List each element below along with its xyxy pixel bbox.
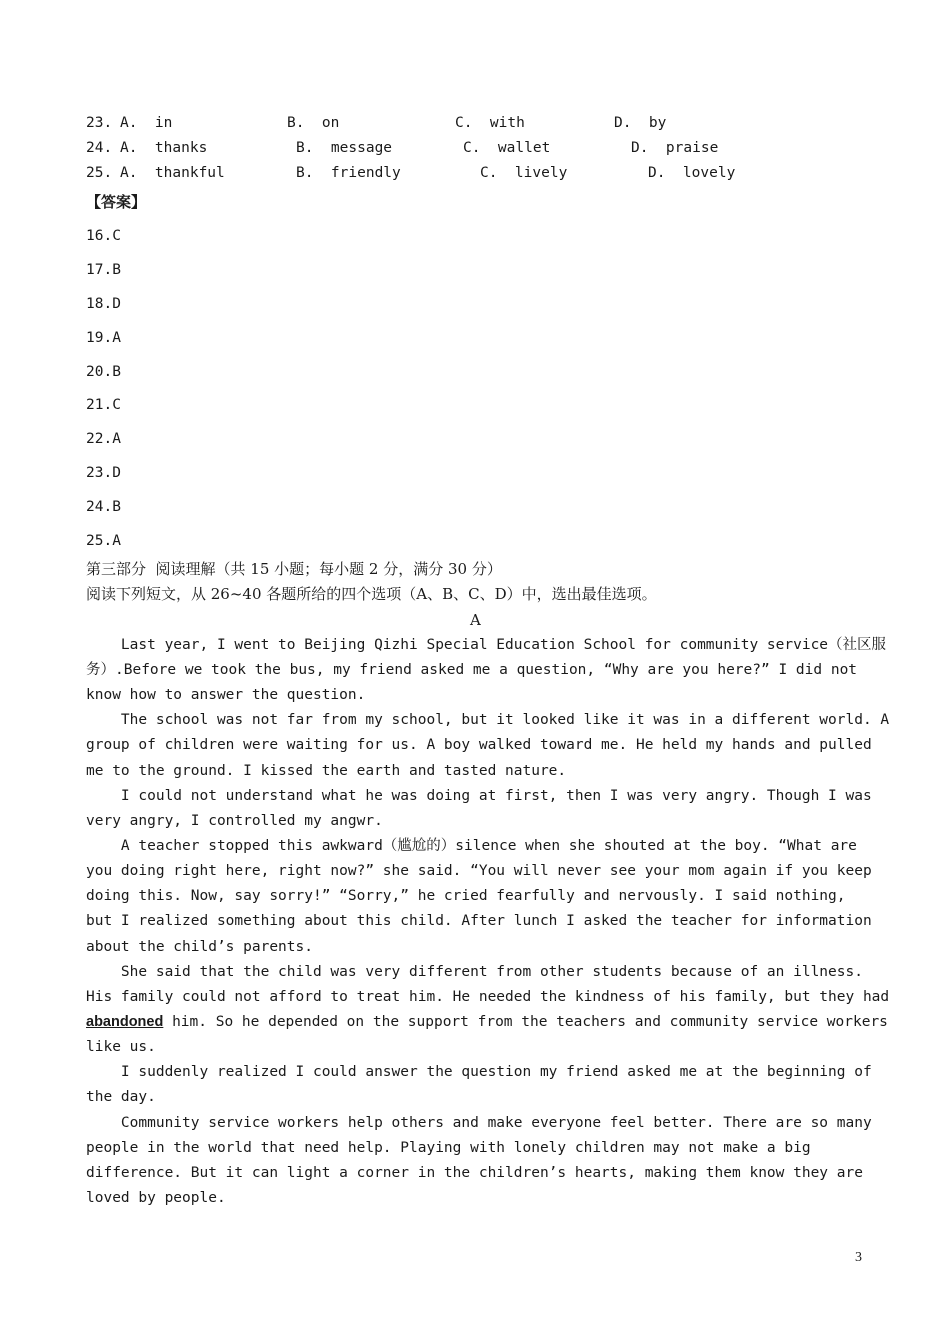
- option-a: A. in: [120, 115, 173, 131]
- passage-line: I could not understand what he was doing at first, then I was very angry. Though I was: [86, 788, 872, 804]
- option-b: B. on: [287, 115, 340, 131]
- option-d: D. by: [614, 115, 667, 131]
- passage-line: [86, 1013, 888, 1031]
- passage-line: She said that the child was very different from other students because of an illness.: [86, 964, 863, 980]
- passage-line: A teacher stopped this awkward（尴尬的）silence when she shouted at the boy. “What are: [86, 838, 857, 854]
- option-a: A. thankful: [120, 165, 225, 181]
- passage-line: you doing right here, right now?” she said. “You will never see your mom again if you keep: [86, 863, 872, 879]
- answer-item: 25.A: [86, 533, 121, 549]
- answer-item: 22.A: [86, 431, 121, 447]
- underlined-word: abandoned: [86, 1014, 164, 1030]
- option-b: B. friendly: [296, 165, 401, 181]
- passage-label: A: [470, 611, 481, 629]
- section-instruction: 阅读下列短文，从 26~40 各题所给的四个选项（A、B、C、D）中，选出最佳选项。: [86, 585, 657, 603]
- question-number: 24.: [86, 140, 113, 156]
- option-a: A. thanks: [120, 140, 208, 156]
- passage-line: know how to answer the question.: [86, 687, 366, 703]
- passage-line: 务）.Before we took the bus, my friend asked me a question, “Why are you here?” I did not: [86, 662, 858, 678]
- answer-item: 17.B: [86, 262, 121, 278]
- question-number: 25.: [86, 165, 113, 181]
- question-number: 23.: [86, 115, 113, 131]
- option-c: C. with: [455, 115, 525, 131]
- passage-line: very angry, I controlled my angwr.: [86, 813, 383, 829]
- answer-item: 19.A: [86, 330, 121, 346]
- answer-item: 23.D: [86, 465, 121, 481]
- option-b: B. message: [296, 140, 393, 156]
- answer-heading: 【答案】: [86, 193, 147, 211]
- answer-item: 24.B: [86, 499, 121, 515]
- answer-item: 20.B: [86, 364, 121, 380]
- option-d: D. lovely: [648, 165, 736, 181]
- section-title: 第三部分 阅读理解（共 15 小题；每小题 2 分，满分 30 分）: [86, 560, 502, 578]
- passage-line: the day.: [86, 1089, 156, 1105]
- passage-line: Last year, I went to Beijing Qizhi Special Education School for community service（社区服: [86, 637, 887, 653]
- passage-line: The school was not far from my school, but it looked like it was in a different world. A: [86, 712, 890, 728]
- passage-line: like us.: [86, 1039, 156, 1055]
- passage-line: but I realized something about this child. After lunch I asked the teacher for information: [86, 913, 872, 929]
- answer-item: 18.D: [86, 296, 121, 312]
- passage-line: I suddenly realized I could answer the question my friend asked me at the beginning of: [86, 1064, 872, 1080]
- passage-line: people in the world that need help. Playing with lonely children may not make a big: [86, 1140, 811, 1156]
- option-d: D. praise: [631, 140, 719, 156]
- passage-line: Community service workers help others and make everyone feel better. There are so many: [86, 1115, 872, 1131]
- passage-line: loved by people.: [86, 1190, 226, 1206]
- answer-item: 16.C: [86, 228, 121, 244]
- passage-line: His family could not afford to treat him. He needed the kindness of his family, but they had: [86, 989, 890, 1005]
- page-number: 3: [855, 1250, 862, 1265]
- passage-line: me to the ground. I kissed the earth and tasted nature.: [86, 763, 567, 779]
- option-c: C. lively: [480, 165, 568, 181]
- option-c: C. wallet: [463, 140, 551, 156]
- passage-line: difference. But it can light a corner in the children’s hearts, making them know they are: [86, 1165, 863, 1181]
- answer-item: 21.C: [86, 397, 121, 413]
- passage-line: doing this. Now, say sorry!” “Sorry,” he cried fearfully and nervously. I said nothing,: [86, 888, 846, 904]
- passage-text: him. So he depended on the support from the teachers and community service workers: [163, 1014, 888, 1030]
- passage-line: group of children were waiting for us. A boy walked toward me. He held my hands and pulled: [86, 737, 872, 753]
- passage-line: about the child’s parents.: [86, 939, 313, 955]
